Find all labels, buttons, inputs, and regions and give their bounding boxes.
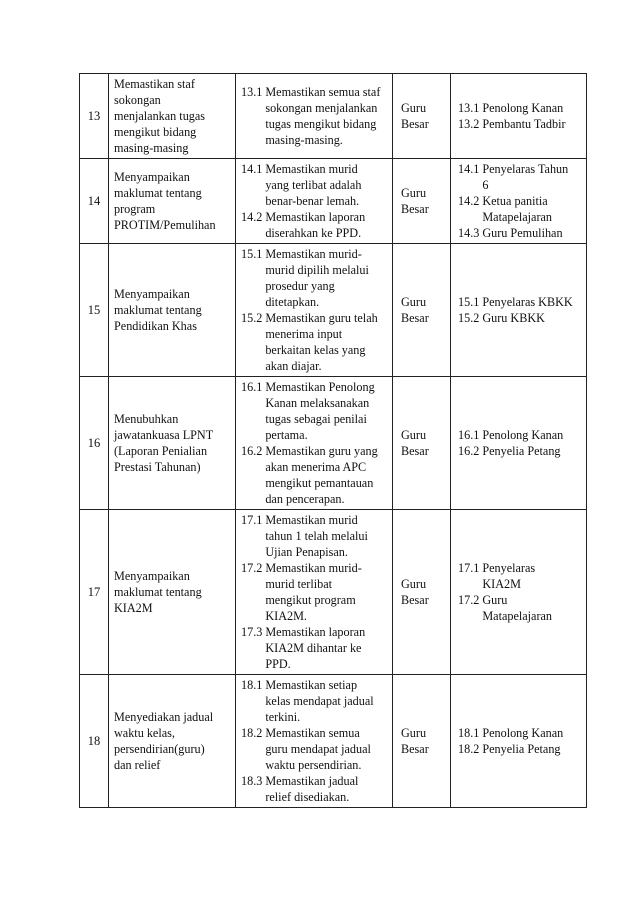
- objective-item-text: [265, 310, 387, 374]
- responsible-item-line: 6: [482, 178, 489, 192]
- objective-item-line: Memastikan guru telah: [265, 311, 378, 325]
- objective-item-line: akan diajar.: [265, 359, 322, 373]
- responsible-item-line: Penolong Kanan: [482, 726, 564, 740]
- supervisor-line: Besar: [401, 117, 429, 131]
- responsible-item: [458, 294, 581, 310]
- activity-line: waktu kelas,: [114, 726, 175, 740]
- responsible-item-line: Guru KBKK: [482, 311, 545, 325]
- objective-item-line: tugas sebagai penilai: [265, 412, 367, 426]
- row-number: 16: [80, 377, 109, 510]
- objective-item-line: yang terlibat adalah: [265, 178, 362, 192]
- objective-item: [241, 84, 387, 148]
- supervisor-cell: [393, 74, 451, 159]
- row-number: 15: [80, 244, 109, 377]
- objective-item-text: [265, 512, 387, 560]
- objective-item-line: tugas mengikut bidang: [265, 117, 377, 131]
- objective-item-line: KIA2M dihantar ke: [265, 641, 362, 655]
- activity-line: Menyampaikan: [114, 287, 190, 301]
- responsible-item-line: Ketua panitia: [482, 194, 548, 208]
- responsible-cell: [451, 377, 587, 510]
- table-row: [80, 377, 587, 510]
- responsible-item: [458, 592, 581, 624]
- activity-line: menjalankan tugas: [114, 109, 206, 123]
- objective-item-line: guru mendapat jadual: [265, 742, 371, 756]
- objective-item-line: dan pencerapan.: [265, 492, 345, 506]
- responsible-item-text: [482, 193, 581, 225]
- objective-item-line: Memastikan murid: [265, 513, 358, 527]
- activity-line: KIA2M: [114, 601, 153, 615]
- objective-item: [241, 310, 387, 374]
- activity-cell: [109, 510, 236, 675]
- activity-line: PROTIM/Pemulihan: [114, 218, 216, 232]
- objective-item-line: waktu persendirian.: [265, 758, 362, 772]
- objective-item-line: murid terlibat: [265, 577, 333, 591]
- supervisor-line: Besar: [401, 202, 429, 216]
- objective-item: [241, 677, 387, 725]
- supervisor-cell: [393, 377, 451, 510]
- activity-line: sokongan: [114, 93, 161, 107]
- responsible-cell: [451, 675, 587, 808]
- objective-cell: [236, 244, 393, 377]
- duty-table: [79, 73, 587, 808]
- objective-item-number: 17.2: [241, 561, 263, 575]
- objective-item-line: prosedur yang: [265, 279, 335, 293]
- objective-item: [241, 773, 387, 805]
- activity-cell: [109, 244, 236, 377]
- row-number: 14: [80, 159, 109, 244]
- table-row: [80, 510, 587, 675]
- responsible-item-text: [482, 592, 581, 624]
- objective-item-number: 18.3: [241, 774, 263, 788]
- supervisor-cell: [393, 244, 451, 377]
- objective-item: [241, 161, 387, 209]
- table-row: [80, 675, 587, 808]
- objective-item: [241, 560, 387, 624]
- activity-line: Menyampaikan: [114, 170, 190, 184]
- responsible-item-number: 15.1: [458, 295, 480, 309]
- responsible-item-number: 18.2: [458, 742, 480, 756]
- objective-item-line: Memastikan jadual: [265, 774, 359, 788]
- responsible-item: [458, 116, 581, 132]
- objective-item-line: kelas mendapat jadual: [265, 694, 374, 708]
- responsible-item-number: 17.2: [458, 593, 480, 607]
- objective-item-line: PPD.: [265, 657, 291, 671]
- objective-item: [241, 246, 387, 310]
- objective-cell: [236, 510, 393, 675]
- responsible-item-number: 17.1: [458, 561, 480, 575]
- responsible-item: [458, 310, 581, 326]
- responsible-item-number: 14.2: [458, 194, 480, 208]
- objective-item-number: 18.2: [241, 726, 263, 740]
- activity-line: maklumat tentang: [114, 186, 202, 200]
- objective-item-number: 15.1: [241, 247, 263, 261]
- row-number: 13: [80, 74, 109, 159]
- objective-cell: [236, 377, 393, 510]
- objective-item-text: [265, 161, 387, 209]
- objective-item-number: 17.3: [241, 625, 263, 639]
- objective-item: [241, 725, 387, 773]
- objective-cell: [236, 675, 393, 808]
- activity-line: Menyampaikan: [114, 569, 190, 583]
- responsible-item-number: 15.2: [458, 311, 480, 325]
- responsible-item-text: [482, 443, 581, 459]
- responsible-item-line: Matapelajaran: [482, 210, 553, 224]
- objective-item-line: Memastikan guru yang: [265, 444, 378, 458]
- objective-item-line: benar-benar lemah.: [265, 194, 360, 208]
- responsible-item-line: Pembantu Tadbir: [482, 117, 566, 131]
- objective-item-line: Ujian Penapisan.: [265, 545, 348, 559]
- responsible-item-text: [482, 116, 581, 132]
- responsible-item-number: 16.1: [458, 428, 480, 442]
- row-number: 17: [80, 510, 109, 675]
- objective-item-line: relief disediakan.: [265, 790, 350, 804]
- objective-item-text: [265, 209, 387, 241]
- activity-line: program: [114, 202, 156, 216]
- objective-item: [241, 379, 387, 443]
- objective-item-text: [265, 379, 387, 443]
- objective-item-text: [265, 84, 387, 148]
- objective-item-line: berkaitan kelas yang: [265, 343, 366, 357]
- objective-item-number: 16.1: [241, 380, 263, 394]
- objective-item-line: ditetapkan.: [265, 295, 320, 309]
- responsible-item-text: [482, 560, 581, 592]
- responsible-cell: [451, 159, 587, 244]
- objective-item-number: 14.2: [241, 210, 263, 224]
- responsible-item-line: KIA2M: [482, 577, 521, 591]
- objective-item-text: [265, 624, 387, 672]
- responsible-item-number: 14.1: [458, 162, 480, 176]
- supervisor-line: Guru: [401, 186, 427, 200]
- responsible-item-text: [482, 161, 581, 193]
- supervisor-line: Besar: [401, 444, 429, 458]
- responsible-item: [458, 225, 581, 241]
- responsible-item: [458, 725, 581, 741]
- activity-line: masing-masing: [114, 141, 189, 155]
- objective-item-line: sokongan menjalankan: [265, 101, 378, 115]
- activity-cell: [109, 675, 236, 808]
- responsible-item-line: Penolong Kanan: [482, 428, 564, 442]
- objective-item-line: Memastikan setiap: [265, 678, 358, 692]
- objective-item-line: tahun 1 telah melalui: [265, 529, 368, 543]
- responsible-item-number: 18.1: [458, 726, 480, 740]
- activity-line: Menubuhkan: [114, 412, 179, 426]
- supervisor-cell: [393, 159, 451, 244]
- responsible-cell: [451, 74, 587, 159]
- responsible-item-text: [482, 294, 581, 310]
- objective-item: [241, 512, 387, 560]
- objective-item-line: Memastikan laporan: [265, 210, 366, 224]
- supervisor-cell: [393, 675, 451, 808]
- objective-item-line: Memastikan semua: [265, 726, 360, 740]
- activity-line: maklumat tentang: [114, 585, 202, 599]
- responsible-item-text: [482, 741, 581, 757]
- responsible-item-text: [482, 100, 581, 116]
- objective-item-line: Memastikan murid: [265, 162, 358, 176]
- supervisor-line: Besar: [401, 593, 429, 607]
- row-number: 18: [80, 675, 109, 808]
- objective-item-line: murid dipilih melalui: [265, 263, 369, 277]
- objective-item-line: Memastikan laporan: [265, 625, 366, 639]
- objective-item-line: mengikut pemantauan: [265, 476, 374, 490]
- supervisor-line: Besar: [401, 742, 429, 756]
- objective-item: [241, 443, 387, 507]
- activity-line: jawatankuasa LPNT: [114, 428, 214, 442]
- objective-item-line: menerima input: [265, 327, 343, 341]
- supervisor-line: Guru: [401, 726, 427, 740]
- activity-line: mengikut bidang: [114, 125, 197, 139]
- responsible-item-line: Penyelia Petang: [482, 742, 561, 756]
- objective-item-line: Memastikan Penolong: [265, 380, 375, 394]
- objective-item-line: Memastikan semua staf: [265, 85, 381, 99]
- responsible-item: [458, 443, 581, 459]
- objective-item-line: diserahkan ke PPD.: [265, 226, 362, 240]
- responsible-item-line: Penyelia Petang: [482, 444, 561, 458]
- table-row: [80, 159, 587, 244]
- supervisor-line: Guru: [401, 101, 427, 115]
- activity-cell: [109, 74, 236, 159]
- supervisor-line: Guru: [401, 428, 427, 442]
- objective-item-text: [265, 677, 387, 725]
- objective-item-line: terkini.: [265, 710, 301, 724]
- responsible-item-text: [482, 225, 581, 241]
- objective-item-number: 13.1: [241, 85, 263, 99]
- responsible-item: [458, 741, 581, 757]
- supervisor-cell: [393, 510, 451, 675]
- responsible-item-line: Penyelaras Tahun: [482, 162, 569, 176]
- objective-item: [241, 624, 387, 672]
- responsible-item: [458, 427, 581, 443]
- responsible-item-text: [482, 310, 581, 326]
- objective-item-line: Memastikan murid-: [265, 247, 362, 261]
- responsible-item: [458, 161, 581, 193]
- responsible-item-line: Matapelajaran: [482, 609, 553, 623]
- responsible-item-number: 13.2: [458, 117, 480, 131]
- objective-item-number: 14.1: [241, 162, 263, 176]
- objective-cell: [236, 74, 393, 159]
- responsible-item-number: 16.2: [458, 444, 480, 458]
- activity-line: Memastikan staf: [114, 77, 195, 91]
- objective-cell: [236, 159, 393, 244]
- activity-line: dan relief: [114, 758, 161, 772]
- activity-line: (Laporan Penialian: [114, 444, 208, 458]
- objective-item-text: [265, 725, 387, 773]
- objective-item-number: 15.2: [241, 311, 263, 325]
- activity-line: persendirian(guru): [114, 742, 205, 756]
- responsible-item-line: Guru: [482, 593, 508, 607]
- objective-item-text: [265, 560, 387, 624]
- responsible-item: [458, 193, 581, 225]
- objective-item-text: [265, 773, 387, 805]
- objective-item-number: 18.1: [241, 678, 263, 692]
- objective-item-number: 17.1: [241, 513, 263, 527]
- responsible-item-line: Penyelaras: [482, 561, 536, 575]
- supervisor-line: Guru: [401, 295, 427, 309]
- table-row: [80, 74, 587, 159]
- objective-item-text: [265, 246, 387, 310]
- activity-cell: [109, 159, 236, 244]
- responsible-item-text: [482, 725, 581, 741]
- responsible-item-line: Penyelaras KBKK: [482, 295, 573, 309]
- objective-item: [241, 209, 387, 241]
- objective-item-line: Memastikan murid-: [265, 561, 362, 575]
- activity-line: maklumat tentang: [114, 303, 202, 317]
- activity-cell: [109, 377, 236, 510]
- supervisor-line: Guru: [401, 577, 427, 591]
- responsible-item-number: 13.1: [458, 101, 480, 115]
- objective-item-number: 16.2: [241, 444, 263, 458]
- table-row: [80, 244, 587, 377]
- responsible-item-line: Penolong Kanan: [482, 101, 564, 115]
- responsible-cell: [451, 244, 587, 377]
- objective-item-line: masing-masing.: [265, 133, 343, 147]
- activity-line: Pendidikan Khas: [114, 319, 197, 333]
- activity-line: Menyediakan jadual: [114, 710, 214, 724]
- objective-item-text: [265, 443, 387, 507]
- responsible-item: [458, 100, 581, 116]
- objective-item-line: mengikut program: [265, 593, 356, 607]
- objective-item-line: akan menerima APC: [265, 460, 367, 474]
- responsible-item: [458, 560, 581, 592]
- objective-item-line: Kanan melaksanakan: [265, 396, 370, 410]
- objective-item-line: pertama.: [265, 428, 308, 442]
- activity-line: Prestasi Tahunan): [114, 460, 201, 474]
- supervisor-line: Besar: [401, 311, 429, 325]
- responsible-item-number: 14.3: [458, 226, 480, 240]
- responsible-cell: [451, 510, 587, 675]
- objective-item-line: KIA2M.: [265, 609, 307, 623]
- responsible-item-line: Guru Pemulihan: [482, 226, 563, 240]
- responsible-item-text: [482, 427, 581, 443]
